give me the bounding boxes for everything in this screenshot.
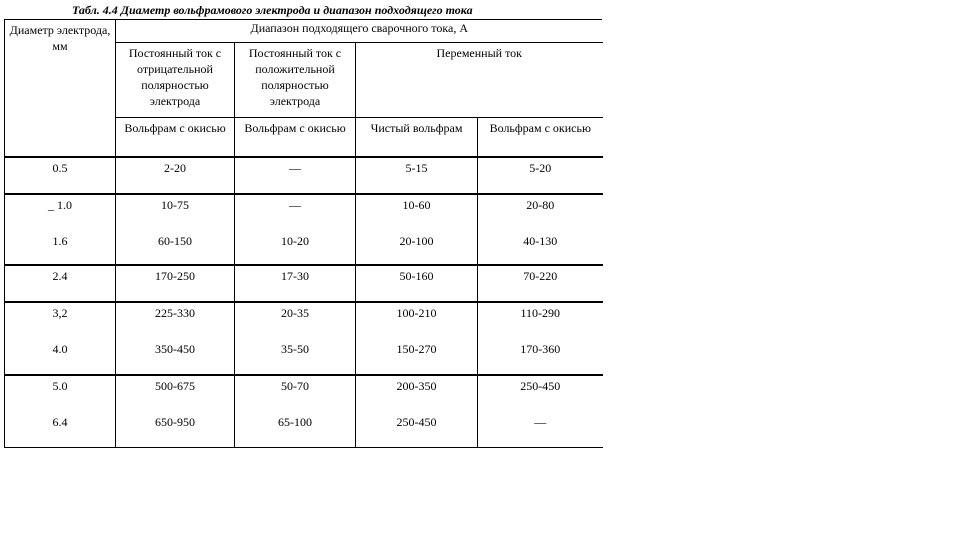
diameter-cell: 0.5 <box>5 157 116 194</box>
value-cell: 60-150 <box>116 231 235 265</box>
value-cell: 170-250 <box>116 265 235 302</box>
sub-header: Вольфрам с окисью <box>478 118 603 158</box>
value-cell: 70-220 <box>478 265 603 302</box>
value-cell: 150-270 <box>356 339 478 375</box>
value-cell: 17-30 <box>235 265 356 302</box>
header-row-1 <box>5 20 603 43</box>
value-cell: — <box>235 157 356 194</box>
value-cell: 500-675 <box>116 375 235 412</box>
value-cell: — <box>478 412 603 448</box>
diameter-cell: 4.0 <box>5 339 116 375</box>
diameter-cell: 3,2 <box>5 302 116 339</box>
diameter-cell: 2.4 <box>5 265 116 302</box>
diameter-cell: _ 1.0 <box>5 194 116 231</box>
value-cell: 250-450 <box>478 375 603 412</box>
table-row <box>5 194 603 231</box>
table-row <box>5 339 603 375</box>
value-cell: 350-450 <box>116 339 235 375</box>
value-cell: 20-80 <box>478 194 603 231</box>
value-cell: 35-50 <box>235 339 356 375</box>
current-range-table <box>4 20 603 448</box>
value-cell: 2-20 <box>116 157 235 194</box>
value-cell: 250-450 <box>356 412 478 448</box>
value-cell: 10-75 <box>116 194 235 231</box>
value-cell: 110-290 <box>478 302 603 339</box>
value-cell: 5-15 <box>356 157 478 194</box>
table-row <box>5 265 603 302</box>
table-row <box>5 375 603 412</box>
value-cell: — <box>235 194 356 231</box>
sub-header: Вольфрам с окисью <box>235 118 356 158</box>
value-cell: 10-60 <box>356 194 478 231</box>
dc-positive-header: Постоянный ток с положительной полярностью электрода <box>235 43 356 118</box>
diameter-cell: 5.0 <box>5 375 116 412</box>
table-row <box>5 231 603 265</box>
value-cell: 200-350 <box>356 375 478 412</box>
value-cell: 100-210 <box>356 302 478 339</box>
range-header: Диапазон подходящего сварочного тока, А <box>116 20 603 43</box>
dc-negative-header: Постоянный ток с отрицательной полярностью электрода <box>116 43 235 118</box>
diameter-header: Диаметр электрода, мм <box>5 20 116 157</box>
value-cell: 10-20 <box>235 231 356 265</box>
table-row <box>5 412 603 448</box>
value-cell: 50-70 <box>235 375 356 412</box>
table-row <box>5 157 603 194</box>
table-row <box>5 302 603 339</box>
value-cell: 20-35 <box>235 302 356 339</box>
diameter-cell: 6.4 <box>5 412 116 448</box>
value-cell: 65-100 <box>235 412 356 448</box>
value-cell: 50-160 <box>356 265 478 302</box>
value-cell: 650-950 <box>116 412 235 448</box>
value-cell: 225-330 <box>116 302 235 339</box>
table-caption: Табл. 4.4 Диаметр вольфрамового электрода и диапазон подходящего тока <box>72 3 473 17</box>
sub-header: Чистый вольфрам <box>356 118 478 158</box>
value-cell: 20-100 <box>356 231 478 265</box>
value-cell: 5-20 <box>478 157 603 194</box>
diameter-cell: 1.6 <box>5 231 116 265</box>
ac-header: Переменный ток <box>356 43 603 118</box>
sub-header: Вольфрам с окисью <box>116 118 235 158</box>
value-cell: 40-130 <box>478 231 603 265</box>
value-cell: 170-360 <box>478 339 603 375</box>
